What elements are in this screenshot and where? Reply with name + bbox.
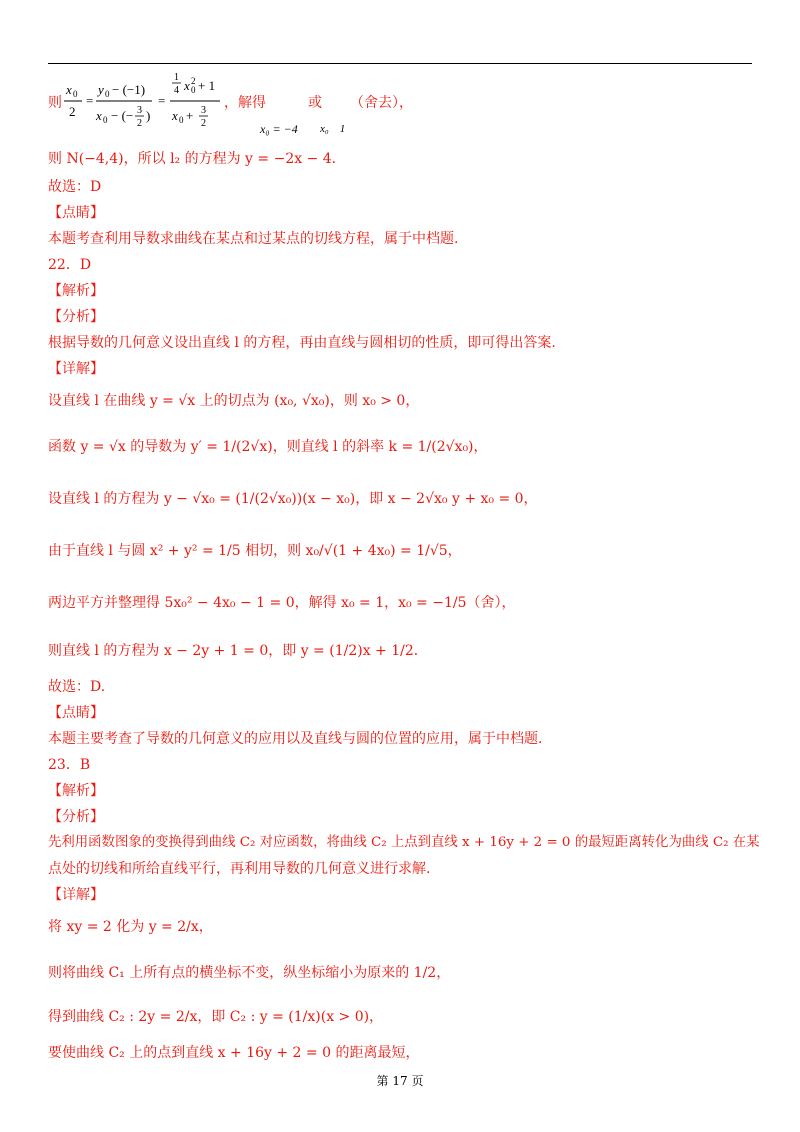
svg-text:2: 2 xyxy=(69,104,76,119)
svg-text:+ 1: + 1 xyxy=(198,78,216,93)
svg-text:0: 0 xyxy=(105,89,110,99)
solution-line: 则直线 l 的方程为 x − 2y + 1 = 0，即 y = (1/2)x + 1/2． xyxy=(48,643,428,659)
svg-text:x: x xyxy=(96,108,102,123)
solution-line: 设直线 l 在曲线 y = √x 上的切点为 (x₀, √x₀)，则 x₀ > 0， xyxy=(48,393,420,409)
section-heading: 【详解】 xyxy=(48,361,104,377)
svg-text:x: x xyxy=(172,108,178,123)
section-heading: 【解析】 xyxy=(48,783,104,799)
svg-text:3: 3 xyxy=(201,105,206,116)
root-x0-neg4: x₀ = −4 xyxy=(260,122,298,136)
text-discard: （舍去）， xyxy=(350,95,413,111)
comment-line: 本题考查利用导数求曲线在某点和过某点的切线方程，属于中档题. xyxy=(48,231,459,247)
svg-text:0: 0 xyxy=(179,115,184,125)
analysis-line: 先利用函数图象的变换得到曲线 C₂ 对应函数，将曲线 C₂ 上点到直线 x + 16y + 2 = 0 的最短距离转化为曲线 C₂ 在某 xyxy=(48,835,760,850)
svg-text:2: 2 xyxy=(191,76,196,86)
svg-text:2: 2 xyxy=(137,118,142,129)
svg-text:+: + xyxy=(186,108,194,123)
svg-text:− (−: − (− xyxy=(111,108,134,123)
comment-line: 本题主要考查了导数的几何意义的应用以及直线与圆的位置的应用，属于中档题. xyxy=(48,731,543,747)
svg-text:1: 1 xyxy=(174,72,179,83)
page-number: 第 17 页 xyxy=(376,1074,424,1088)
solution-line: 两边平方并整理得 5x₀² − 4x₀ − 1 = 0，解得 x₀ = 1，x₀ = −1/5（舍）， xyxy=(48,595,516,611)
choice-line: 故选：D. xyxy=(48,679,106,695)
section-heading: 【分析】 xyxy=(48,309,104,325)
choice-line: 故选：D xyxy=(48,179,102,195)
svg-text:=: = xyxy=(158,93,166,108)
root-x0-1: x₀ 1 xyxy=(320,123,346,135)
svg-text:4: 4 xyxy=(174,85,179,96)
svg-text:3: 3 xyxy=(137,105,142,116)
svg-text:0: 0 xyxy=(191,85,196,95)
text-solve: ，解得 xyxy=(224,95,266,111)
svg-text:0: 0 xyxy=(103,115,108,125)
text-ze: 则 xyxy=(48,95,62,111)
solution-line: 将 xy = 2 化为 y = 2/x， xyxy=(48,919,213,935)
question-number: 23．B xyxy=(48,757,91,773)
question-number: 22．D xyxy=(48,257,92,273)
svg-text:): ) xyxy=(146,108,151,123)
solution-line: 函数 y = √x 的导数为 y′ = 1/(2√x)，则直线 l 的斜率 k = 1/(2√x₀)， xyxy=(48,439,488,455)
section-heading: 【分析】 xyxy=(48,809,104,825)
svg-text:y: y xyxy=(98,82,104,97)
solution-line: 则 N(−4,4)，所以 l₂ 的方程为 y = −2x − 4． xyxy=(48,151,346,167)
section-heading: 【详解】 xyxy=(48,887,104,903)
section-heading: 【点睛】 xyxy=(48,705,104,721)
solution-line: 由于直线 l 与圆 x² + y² = 1/5 相切，则 x₀/√(1 + 4x₀) = 1/√5， xyxy=(48,543,462,559)
header-rule xyxy=(48,63,752,64)
solution-line: 设直线 l 的方程为 y − √x₀ = (1/(2√x₀))(x − x₀)，即 x − 2√x₀ y + x₀ = 0， xyxy=(48,491,538,507)
svg-text:x: x xyxy=(66,82,72,97)
analysis-line: 根据导数的几何意义设出直线 l 的方程，再由直线与圆相切的性质，即可得出答案. xyxy=(48,335,556,351)
svg-text:− (−1): − (−1) xyxy=(112,82,146,97)
section-heading: 【解析】 xyxy=(48,283,104,299)
svg-text:x: x xyxy=(184,78,190,93)
svg-text:2: 2 xyxy=(201,118,206,129)
section-heading: 【点睛】 xyxy=(48,205,104,221)
solution-line-fraction xyxy=(48,70,752,140)
solution-line: 要使曲线 C₂ 上的点到直线 x + 16y + 2 = 0 的距离最短， xyxy=(48,1045,420,1061)
solution-line: 得到曲线 C₂ : 2y = 2/x，即 C₂ : y = (1/x)(x > 0)， xyxy=(48,1009,384,1025)
text-or: 或 xyxy=(308,95,322,111)
svg-text:=: = xyxy=(86,93,94,108)
solution-line: 则将曲线 C₁ 上所有点的横坐标不变，纵坐标缩小为原来的 1/2， xyxy=(48,965,451,981)
analysis-line: 点处的切线和所给直线平行，再利用导数的几何意义进行求解. xyxy=(48,861,431,877)
svg-text:0: 0 xyxy=(73,89,78,99)
